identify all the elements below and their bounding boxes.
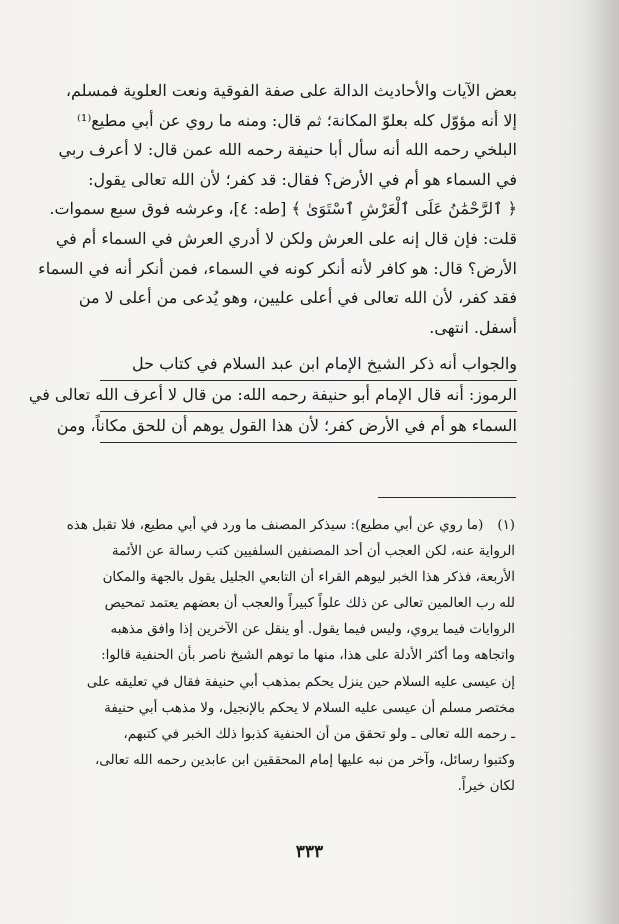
footnote-separator <box>378 497 516 498</box>
main-line: إلا أنه مؤوّل كله بعلوّ المكانة؛ ثم قال: ومنه ما روي عن أبي مطيع⁽¹⁾ <box>76 110 517 130</box>
footnote-text: (ما روي عن أبي مطيع): سيذكر المصنف ما ورد في أبي مطيع، فلا تقبل هذه <box>66 518 484 533</box>
underlined-line: الرموز: أنه قال الإمام أبو حنيفة رحمه الله: من قال لا أعرف الله تعالى في <box>100 381 517 412</box>
page-number: ٣٣٣ <box>295 842 324 862</box>
footnote-line: مختصر مسلم أن عيسى عليه السلام لا يحكم بالإنجيل، ولا مذهب أبي حنيفة <box>104 700 515 716</box>
binding-shadow <box>585 0 619 924</box>
underlined-passage <box>28 350 517 443</box>
footnote-block <box>66 513 515 800</box>
footnote-line <box>66 513 515 539</box>
footnote-line: واتجاهه وما أكثر الأدلة على هذا، منها ما توهم الشيخ ناصر بأن الحنفية قالوا: <box>101 648 515 664</box>
footnote-line: لله رب العالمين تعالى عن ذلك علواً كبيراً والعجب أن بعضهم يعتمد تمحيص <box>104 596 515 612</box>
main-line: البلخي رحمه الله أنه سأل أبا حنيفة رحمه الله عمن قال: لا أعرف ربي <box>58 140 517 160</box>
main-line: في السماء هو أم في الأرض؟ فقال: قد كفر؛ لأن الله تعالى يقول: <box>88 169 517 189</box>
main-line: أسفل. انتهى. <box>429 317 517 337</box>
quran-verse-line: ﴿ ٱلرَّحْمَٰنُ عَلَى ٱلْعَرْشِ ٱسْتَوَىٰ ﴾ [طه: ٤]، وعرشه فوق سبع سموات. <box>49 199 517 219</box>
main-line: بعض الآيات والأحاديث الدالة على صفة الفوقية ونعت العلوية فمسلم، <box>65 81 517 100</box>
underlined-line: السماء هو أم في الأرض كفر؛ لأن هذا القول يوهم أن للحق مكاناً، ومن <box>100 412 517 443</box>
main-text-block <box>28 76 517 443</box>
main-line: فقد كفر، لأن الله تعالى في أعلى عليين، وهو يُدعى من أعلى لا من <box>78 288 517 308</box>
main-line: قلت: فإن قال إنه على العرش ولكن لا أدري العرش في السماء أم في <box>55 228 517 248</box>
footnote-line: لكان خيراً. <box>457 778 515 794</box>
footnote-line: الأربعة، فذكر هذا الخبر ليوهم القراء أن التابعي الجليل يقول بالجهة والمكان <box>102 570 515 586</box>
underlined-line: والجواب أنه ذكر الشيخ الإمام ابن عبد السلام في كتاب حل <box>100 350 517 381</box>
main-line: الأرض؟ قال: هو كافر لأنه أنكر كونه في السماء، فمن أنكر أنه في السماء <box>38 258 517 278</box>
footnote-line: وكتبوا رسائل، وآخر من نبه عليها إمام المحققين ابن عابدين رحمه الله تعالى، <box>94 752 515 768</box>
footnote-line: الرواية عنه، لكن العجب أن أحد المصنفين السلفيين كتب رسالة عن الأئمة <box>111 544 515 560</box>
footnote-line: إن عيسى عليه السلام حين ينزل يحكم بمذهب أبي حنيفة فقال في تعليقه على <box>86 674 515 690</box>
footnote-line: الروايات فيما يروي، وليس فيما يقول. أو ينقل عن الآخرين إذا وافق مذهبه <box>110 622 515 638</box>
footnote-line: ـ رحمه الله تعالى ـ ولو تحقق من أن الحنفية كذبوا ذلك الخبر في كتبهم، <box>123 726 515 742</box>
footnote-number: (١) <box>497 518 515 533</box>
